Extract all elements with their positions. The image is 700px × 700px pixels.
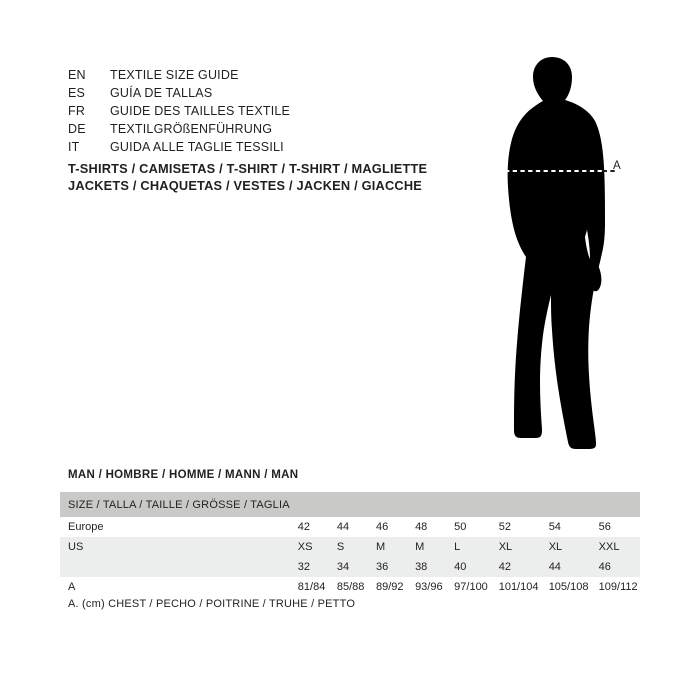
language-code: ES xyxy=(68,86,86,100)
language-code: FR xyxy=(68,104,86,118)
table-row xyxy=(60,557,640,577)
table-row xyxy=(60,537,640,557)
language-row xyxy=(68,120,448,138)
cell: 105/108 xyxy=(541,577,591,597)
language-row xyxy=(68,102,448,120)
size-table-head xyxy=(60,492,640,517)
row-label-us-numeric xyxy=(60,557,290,577)
cell: XL xyxy=(541,537,591,557)
cell: 54 xyxy=(541,517,591,537)
header-col-1 xyxy=(290,492,329,517)
header-col-7 xyxy=(541,492,591,517)
measure-label-a: A xyxy=(613,160,621,172)
row-label-us: US xyxy=(60,537,290,557)
cell: 101/104 xyxy=(491,577,541,597)
garment-type-tshirts: T-SHIRTS / CAMISETAS / T-SHIRT / T-SHIRT / MAGLIETTE xyxy=(68,161,428,176)
cell: 93/96 xyxy=(407,577,446,597)
language-list xyxy=(68,66,448,156)
cell: 42 xyxy=(290,517,329,537)
cell: 42 xyxy=(491,557,541,577)
cell: XL xyxy=(491,537,541,557)
cell: S xyxy=(329,537,368,557)
cell: 50 xyxy=(446,517,491,537)
header-size: SIZE / TALLA / TAILLE / GRÖSSE / TAGLIA xyxy=(60,492,290,517)
language-code: IT xyxy=(68,140,80,154)
header-col-2 xyxy=(329,492,368,517)
row-label-a: A xyxy=(60,577,290,597)
header-col-8 xyxy=(591,492,640,517)
measurement-footnote: A. (cm) CHEST / PECHO / POITRINE / TRUHE / PETTO xyxy=(68,598,356,610)
cell: L xyxy=(446,537,491,557)
size-table-body xyxy=(60,517,640,597)
garment-type-jackets: JACKETS / CHAQUETAS / VESTES / JACKEN / GIACCHE xyxy=(68,178,423,193)
cell: M xyxy=(368,537,407,557)
cell: M xyxy=(407,537,446,557)
table-header-row xyxy=(60,492,640,517)
cell: 46 xyxy=(368,517,407,537)
size-table xyxy=(60,492,640,597)
cell: 40 xyxy=(446,557,491,577)
row-label-europe: Europe xyxy=(60,517,290,537)
cell: 85/88 xyxy=(329,577,368,597)
header-col-6 xyxy=(491,492,541,517)
cell: 46 xyxy=(591,557,640,577)
cell: XXL xyxy=(591,537,640,557)
cell: 89/92 xyxy=(368,577,407,597)
silhouette-icon xyxy=(455,55,655,455)
cell: 56 xyxy=(591,517,640,537)
cell: 36 xyxy=(368,557,407,577)
chest-measure-line-icon xyxy=(467,165,627,177)
table-section-title: MAN / HOMBRE / HOMME / MANN / MAN xyxy=(68,469,299,481)
header-col-3 xyxy=(368,492,407,517)
cell: 44 xyxy=(329,517,368,537)
language-row xyxy=(68,84,448,102)
cell: 52 xyxy=(491,517,541,537)
cell: 48 xyxy=(407,517,446,537)
header-col-5 xyxy=(446,492,491,517)
language-title: GUIDA ALLE TAGLIE TESSILI xyxy=(110,140,284,154)
cell: 97/100 xyxy=(446,577,491,597)
cell: 38 xyxy=(407,557,446,577)
cell: 32 xyxy=(290,557,329,577)
language-code: EN xyxy=(68,68,86,82)
cell: 44 xyxy=(541,557,591,577)
language-title: TEXTILE SIZE GUIDE xyxy=(110,68,239,82)
garment-type-list xyxy=(68,160,468,194)
table-row xyxy=(60,517,640,537)
language-title: GUIDE DES TAILLES TEXTILE xyxy=(110,104,291,118)
cell: XS xyxy=(290,537,329,557)
language-code: DE xyxy=(68,122,86,136)
cell: 81/84 xyxy=(290,577,329,597)
table-row xyxy=(60,577,640,597)
header-col-4 xyxy=(407,492,446,517)
language-title: GUÍA DE TALLAS xyxy=(110,86,213,100)
cell: 34 xyxy=(329,557,368,577)
male-silhouette-figure xyxy=(455,55,655,455)
language-row xyxy=(68,138,448,156)
cell: 109/112 xyxy=(591,577,640,597)
language-row xyxy=(68,66,448,84)
language-title: TEXTILGRÖßENFÜHRUNG xyxy=(110,122,273,136)
